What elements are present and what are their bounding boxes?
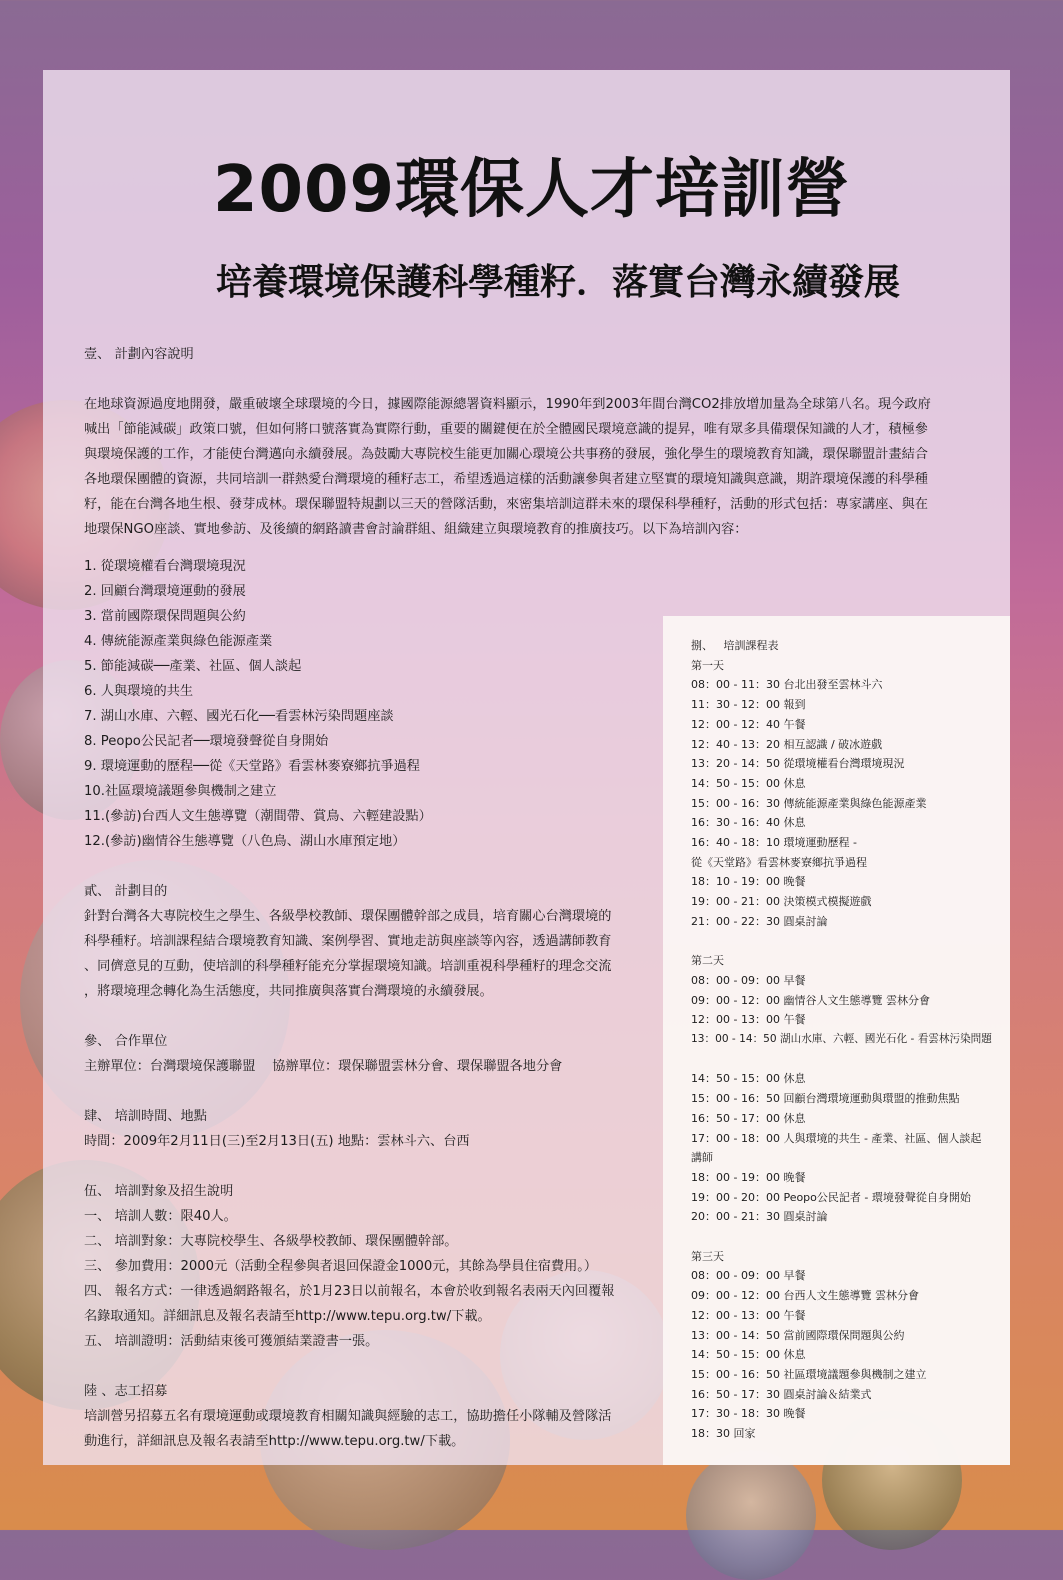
day-2-label: 第二天	[691, 954, 724, 968]
section-1-heading: 壹、 計劃內容說明	[84, 347, 194, 362]
schedule-panel	[663, 616, 1010, 1465]
day-3-label: 第三天	[691, 1249, 724, 1263]
list-item: 8. Peopo公民記者──環境發聲從自身開始	[84, 734, 329, 749]
schedule-row: 09：00 - 12：00 台西人文生態導覽 雲林分會	[691, 1289, 919, 1303]
schedule-row: 08：00 - 11：30 台北出發至雲林斗六	[691, 678, 883, 692]
schedule-row: 19：00 - 21：00 決策模式模擬遊戲	[691, 895, 872, 909]
enrollment-line: 一、 培訓人數：限40人。	[84, 1209, 237, 1224]
schedule-row: 講師	[691, 1151, 713, 1165]
section-5	[84, 1179, 654, 1354]
paragraph-line: 在地球資源過度地開發，嚴重破壞全球環境的今日，據國際能源總署資料顯示，1990年到2003年間台灣CO2排放增加量為全球第八名。現今政府	[84, 397, 931, 412]
list-item: 10.社區環境議題參與機制之建立	[84, 784, 277, 799]
schedule-row: 18：10 - 19：00 晚餐	[691, 875, 806, 889]
paragraph-line: 籽，能在台灣各地生根、發芽成林。環保聯盟特規劃以三天的營隊活動，來密集培訓這群未來的環保科學種籽，活動的形式包括：專家講座、與在	[84, 497, 928, 512]
schedule-row: 08：00 - 09：00 早餐	[691, 1269, 806, 1283]
section-6-heading: 陸 、志工招募	[84, 1384, 168, 1399]
schedule-row: 14：50 - 15：00 休息	[691, 776, 806, 790]
schedule-row: 18：30 回家	[691, 1427, 756, 1441]
page-subtitle: 培養環境保護科學種籽．落實台灣永續發展	[215, 262, 900, 303]
paragraph-line: 各地環保團體的資源，共同培訓一群熱愛台灣環境的種籽志工，希望透過這樣的活動讓參與者建立堅實的環境知識與意識，期許環境保護的科學種	[84, 472, 928, 487]
schedule-row: 12：40 - 13：20 相互認識 / 破冰遊戲	[691, 737, 883, 751]
paragraph-line: 喊出「節能減碳」政策口號，但如何將口號落實為實際行動，重要的關鍵便在於全體國民環境意識的提昇，唯有眾多具備環保知識的人才，積極參	[84, 422, 928, 437]
partners-line: 主辦單位：台灣環境保護聯盟 協辦單位：環保聯盟雲林分會、環保聯盟各地分會	[84, 1059, 563, 1074]
paragraph-line: ，將環境理念轉化為生活態度，共同推廣與落實台灣環境的永續發展。	[84, 984, 493, 999]
schedule-row: 13：00 - 14：50 當前國際環保問題與公約	[691, 1328, 905, 1342]
section-4-heading: 肆、 培訓時間、地點	[84, 1109, 207, 1124]
schedule-row: 15：00 - 16：50 回顧台灣環境運動與環盟的推動焦點	[691, 1092, 960, 1106]
schedule-row: 15：00 - 16：50 社區環境議題參與機制之建立	[691, 1367, 927, 1381]
paragraph-line: 與環境保護的工作，才能使台灣邁向永續發展。為鼓勵大專院校生能更加關心環境公共事務的發展，強化學生的環境教育知識，環保聯盟計畫結合	[84, 447, 928, 462]
list-item: 7. 湖山水庫、六輕、國光石化──看雲林污染問題座談	[84, 709, 394, 724]
list-item: 2. 回顧台灣環境運動的發展	[84, 584, 246, 599]
schedule-row: 16：50 - 17：00 休息	[691, 1111, 806, 1125]
schedule-row: 14：50 - 15：00 休息	[691, 1348, 806, 1362]
schedule-row: 13：20 - 14：50 從環境權看台灣環境現況	[691, 757, 905, 771]
section-3	[84, 1029, 654, 1079]
enrollment-line: 五、 培訓證明：活動結束後可獲頒結業證書一張。	[84, 1334, 379, 1349]
enrollment-line: 三、 參加費用：2000元（活動全程參與者退回保證金1000元，其餘為學員住宿費用。）	[84, 1259, 598, 1274]
enrollment-line: 四、 報名方式：一律透過網路報名，於1月23日以前報名，本會於收到報名表兩天內回覆報	[84, 1284, 615, 1299]
list-item: 11.(參訪)台西人文生態導覽（潮間帶、賞鳥、六輕建設點）	[84, 809, 432, 824]
schedule-row: 12：00 - 13：00 午餐	[691, 1013, 806, 1027]
schedule-row: 09：00 - 12：00 幽情谷人文生態導覽 雲林分會	[691, 993, 930, 1007]
section-4	[84, 1104, 654, 1154]
list-item: 12.(參訪)幽情谷生態導覽（八色鳥、湖山水庫預定地）	[84, 834, 406, 849]
schedule-row: 20：00 - 21：30 圓桌討論	[691, 1210, 828, 1224]
schedule-row: 13：00 - 14：50 湖山水庫、六輕、國光石化 - 看雲林污染問題	[691, 1033, 992, 1046]
paragraph-line: 針對台灣各大專院校生之學生、各級學校教師、環保團體幹部之成員，培育關心台灣環境的	[84, 909, 612, 924]
paragraph-line: 科學種籽。培訓課程結合環境教育知識、案例學習、實地走訪與座談等內容，透過講師教育	[84, 934, 612, 949]
paragraph-line: 動進行，詳細訊息及報名表請至http://www.tepu.org.tw/下載。	[84, 1434, 465, 1449]
list-item: 6. 人與環境的共生	[84, 684, 194, 699]
schedule-row: 11：30 - 12：00 報到	[691, 698, 806, 712]
schedule-row: 18：00 - 19：00 晚餐	[691, 1170, 806, 1184]
schedule-heading: 捌、 培訓課程表	[691, 639, 779, 652]
enrollment-line: 名錄取通知。詳細訊息及報名表請至http://www.tepu.org.tw/下載。	[84, 1309, 491, 1324]
schedule-row: 16：40 - 18：10 環境運動歷程 -	[691, 836, 857, 850]
section-2	[84, 879, 654, 1004]
section-5-heading: 伍、 培訓對象及招生說明	[84, 1184, 234, 1199]
enrollment-line: 二、 培訓對象：大專院校學生、各級學校教師、環保團體幹部。	[84, 1234, 458, 1249]
paragraph-line: 地環保NGO座談、實地參訪、及後續的網路讀書會討論群組、組織建立與環境教育的推廣技巧。以下為培訓內容：	[84, 522, 748, 537]
decorative-photo-circle	[686, 1450, 816, 1580]
schedule-row: 14：50 - 15：00 休息	[691, 1072, 806, 1086]
section-3-heading: 參、 合作單位	[84, 1034, 168, 1049]
page-title: 2009環保人才培訓營	[212, 153, 851, 227]
section-6	[84, 1379, 654, 1454]
list-item: 3. 當前國際環保問題與公約	[84, 609, 246, 624]
schedule-row: 12：00 - 13：00 午餐	[691, 1308, 806, 1322]
schedule-row: 17：30 - 18：30 晚餐	[691, 1407, 806, 1421]
schedule-row: 12：00 - 12：40 午餐	[691, 717, 806, 731]
day-1-label: 第一天	[691, 658, 724, 672]
schedule-row: 15：00 - 16：30 傳統能源產業與綠色能源產業	[691, 796, 927, 810]
schedule-row: 08：00 - 09：00 早餐	[691, 973, 806, 987]
time-place-line: 時間：2009年2月11日(三)至2月13日(五) 地點：雲林斗六、台西	[84, 1134, 470, 1149]
list-item: 5. 節能減碳──產業、社區、個人談起	[84, 659, 302, 674]
section-2-heading: 貳、 計劃目的	[84, 884, 168, 899]
section-1-paragraph	[84, 392, 996, 542]
schedule-row: 21：00 - 22：30 圓桌討論	[691, 914, 828, 928]
schedule-row: 17：00 - 18：00 人與環境的共生 - 產業、社區、個人談起	[691, 1131, 982, 1145]
list-item: 9. 環境運動的歷程──從《天堂路》看雲林麥寮鄉抗爭過程	[84, 759, 420, 774]
paragraph-line: 、同儕意見的互動，使培訓的科學種籽能充分掌握環境知識。培訓重視科學種籽的理念交流	[84, 959, 612, 974]
schedule-row: 16：50 - 17：30 圓桌討論＆結業式	[691, 1387, 872, 1401]
schedule-row: 16：30 - 16：40 休息	[691, 816, 806, 830]
paragraph-line: 培訓營另招募五名有環境運動或環境教育相關知識與經驗的志工，協助擔任小隊輔及營隊活	[84, 1409, 612, 1424]
schedule-row: 從《天堂路》看雲林麥寮鄉抗爭過程	[691, 855, 867, 869]
list-item: 4. 傳統能源產業與綠色能源產業	[84, 634, 273, 649]
list-item: 1. 從環境權看台灣環境現況	[84, 559, 246, 574]
schedule-row: 19：00 - 20：00 Peopo公民記者 - 環境發聲從自身開始	[691, 1190, 971, 1204]
